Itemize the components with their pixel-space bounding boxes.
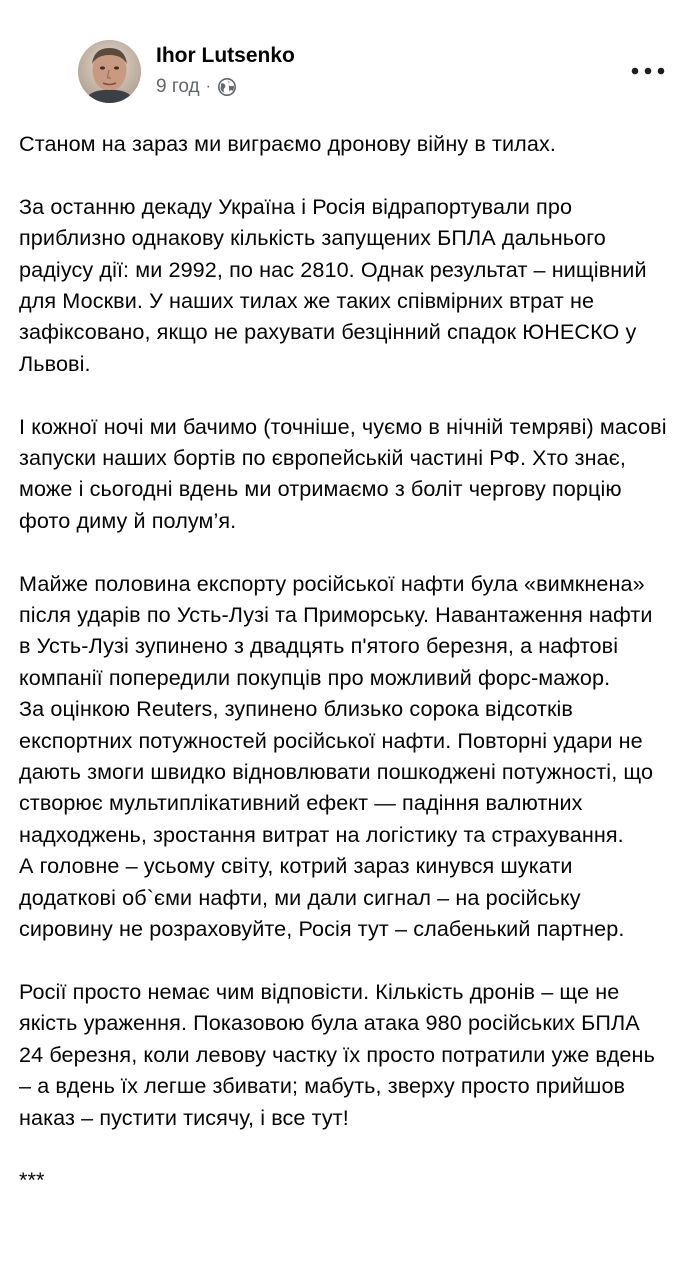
avatar[interactable] — [78, 40, 141, 103]
meta-separator: · — [205, 78, 211, 95]
post-paragraph: Майже половина експорту російської нафти була «вимкнена» після ударів по Усть-Лузі та Приморську. Навантаження нафти в Усть-Лузі зупинено з двадцять п'ятого березня, а нафтові компанії попередили покупців про можливий форс-мажор. — [19, 570, 653, 690]
more-options-icon — [631, 67, 665, 75]
post-paragraph: За останню декаду Україна і Росія відрапортували про приблизно однакову кількість запущених БПЛА дальнього радіусу дії: ми 2992, по нас 2810. Однак результат – нищівний для Москви. У наших тилах же таких співмірних втрат не зафіксовано, якщо не рахувати безцінний спадок ЮНЕСКО у Львові. — [19, 193, 647, 376]
globe-icon[interactable] — [217, 77, 237, 97]
post-timestamp[interactable]: 9 год — [156, 76, 200, 97]
post-paragraph: А головне – усьому світу, котрий зараз кинувся шукати додаткові об`єми нафти, ми дали сигнал – на російську сировину не розраховуйте, Росія тут – слабенький партнер. — [19, 853, 625, 942]
post-header — [0, 0, 687, 118]
author-name[interactable]: Ihor Lutsenko — [156, 44, 295, 67]
more-options-button[interactable] — [626, 54, 670, 88]
post-text — [19, 128, 669, 1196]
post-paragraph: І кожної ночі ми бачимо (точніше, чуємо в нічній темряві) масові запуски наших бортів по європейській частині РФ. Хто знає, може і сьогодні вдень ми отримаємо з боліт чергову порцію фото диму й полум’я. — [19, 413, 667, 533]
post-separator-stars: *** — [19, 1167, 45, 1193]
avatar-photo — [78, 40, 141, 103]
post-paragraph: За оцінкою Reuters, зупинено близько сорока відсотків експортних потужностей російської нафти. Повторні удари не дають змоги швидко відновлювати пошкоджені потужності, що створює мультиплікативний ефект — падіння валютних надходжень, зростання витрат на логістику та страхування. — [19, 696, 654, 847]
post-meta — [156, 75, 237, 99]
post-paragraph: Росії просто немає чим відповісти. Кількість дронів – ще не якість ураження. Показовою була атака 980 російських БПЛА 24 березня, коли левову частку їх просто потратили уже вдень – а вдень їх легше збивати; мабуть, зверху просто прийшов наказ – пустити тисячу, і все тут! — [19, 978, 655, 1130]
post-paragraph: Станом на зараз ми виграємо дронову війну в тилах. — [19, 131, 556, 156]
